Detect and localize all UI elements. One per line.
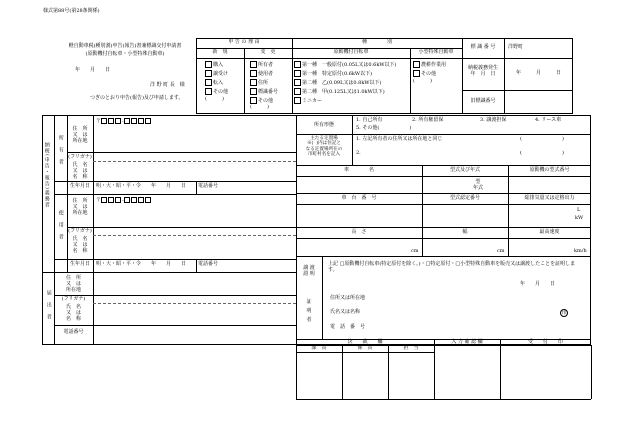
reason-change-option[interactable]: 所有者 bbox=[250, 61, 273, 69]
category-moped-option[interactable]: 第二種 甲(0.125L又は1.0kW以下) bbox=[294, 88, 385, 96]
reason-new-option[interactable]: 転入 bbox=[205, 79, 223, 87]
reason-new-other-paren[interactable]: ( ) bbox=[205, 96, 224, 102]
category-special-other-paren[interactable]: ( ) bbox=[413, 78, 432, 84]
chief-label: 課 長 bbox=[311, 345, 327, 351]
checkbox-icon[interactable] bbox=[413, 61, 420, 68]
ownership-option[interactable]: 3. 譲渡担保 bbox=[480, 117, 507, 123]
owner-address-label: 住 所 又 は 所在地 bbox=[72, 126, 88, 144]
category-moped-option[interactable]: 第一種 特定原付(0.6kW以下) bbox=[294, 70, 372, 78]
category-moped-option[interactable]: 第一種 一般原付(0.05L又は0.6kW以下) bbox=[294, 61, 396, 69]
checkbox-icon[interactable] bbox=[294, 88, 301, 95]
form-title-line1: 軽自動車税(種別割)申告(報告)書兼標識交付申請書 bbox=[68, 43, 182, 49]
cert-number-header: 型式認定番号 bbox=[449, 195, 480, 201]
reporter-label: 届 出 者 bbox=[45, 290, 52, 320]
transfer-side-label: 譲 渡 證 明 bbox=[303, 265, 315, 277]
checkbox-icon[interactable] bbox=[205, 79, 212, 86]
checkbox-icon[interactable] bbox=[413, 70, 420, 77]
ownership-label: 所有形態 bbox=[313, 122, 334, 128]
checkbox-icon[interactable] bbox=[294, 97, 301, 104]
speed-header: 最高速度 bbox=[539, 229, 560, 235]
storage-option-same[interactable]: 1. 左記所有者の住所又は所在地と同じ bbox=[356, 136, 443, 142]
vehicle-name-header: 車 名 bbox=[343, 167, 374, 173]
checkbox-icon[interactable] bbox=[294, 70, 301, 77]
reporter-name-label: 氏 名 又 は 名 称 bbox=[65, 304, 81, 322]
category-special-header: 小型特殊自動車 bbox=[418, 49, 454, 55]
user-name-label: 氏 名 又 は 名 称 bbox=[72, 236, 88, 254]
owner-name-label: 氏 名 又 は 名 称 bbox=[72, 162, 88, 180]
input-check-label: 入 力 確 認 欄 bbox=[451, 339, 483, 345]
transfer-date[interactable]: 年 月 日 bbox=[520, 281, 556, 287]
engine-model-header: 原動機の型式番号 bbox=[529, 167, 570, 173]
category-special-option[interactable]: 農耕作業用 bbox=[413, 61, 446, 69]
checkbox-icon[interactable] bbox=[294, 61, 301, 68]
storage-paren[interactable]: ( ) bbox=[520, 150, 564, 156]
reason-change-header: 変 更 bbox=[260, 49, 276, 55]
length-header: 長 さ bbox=[351, 229, 367, 235]
reason-new-option[interactable]: その他 bbox=[205, 88, 228, 96]
reason-change-other-paren[interactable]: ( ) bbox=[250, 104, 269, 110]
checkbox-icon[interactable] bbox=[250, 97, 257, 104]
ownership-option[interactable]: 4. リース車 bbox=[535, 117, 562, 123]
reason-new-option[interactable]: 譲受け bbox=[205, 70, 228, 78]
owner-birth-value[interactable]: 明・大・昭・平・令 年 月 日 bbox=[96, 183, 187, 189]
reason-change-option[interactable]: 住所 bbox=[250, 79, 268, 87]
model-year-header: 型式及び年式 bbox=[449, 167, 480, 173]
reason-header: 申 告 の 理 由 bbox=[228, 39, 260, 45]
reason-new-option[interactable]: 購入 bbox=[205, 61, 223, 69]
certifier-side-label: 証 明 者 bbox=[306, 299, 312, 323]
checkbox-icon[interactable] bbox=[250, 88, 257, 95]
storage-option-other[interactable]: 2. bbox=[356, 150, 361, 156]
addressee: 洋 野 町 長 様 bbox=[150, 82, 185, 88]
receipt-stamp-label: 受 付 印 bbox=[527, 339, 563, 345]
transfer-tel-label: 電 話 番 号 bbox=[330, 324, 366, 330]
old-plate-label: 旧標識番号 bbox=[470, 98, 496, 104]
checkbox-icon[interactable] bbox=[205, 88, 212, 95]
unit-kmh: km/h bbox=[574, 248, 587, 254]
checkbox-icon[interactable] bbox=[294, 79, 301, 86]
decision-column-label: 決 裁 欄 bbox=[347, 339, 383, 345]
ownership-option[interactable]: 1. 自己所有 bbox=[356, 117, 383, 123]
section-chief-label: 係 長 bbox=[357, 345, 373, 351]
ownership-option[interactable]: 5. その他( ) bbox=[356, 125, 412, 131]
seal-icon: 印 bbox=[561, 310, 567, 316]
user-address-label: 住 所 又 は 所在地 bbox=[72, 198, 88, 216]
declaration-text: つぎのとおり申告(報告)及び申請します。 bbox=[90, 95, 184, 101]
form-number: 様式第88号(第28条関係) bbox=[43, 8, 100, 14]
form-title-line2: (原動機付自転車・小型特殊自動車) bbox=[85, 51, 165, 57]
user-label: 使 用 者 bbox=[57, 210, 64, 240]
ownership-option[interactable]: 2. 所有権留保 bbox=[412, 117, 444, 123]
reason-change-option[interactable]: 標識番号 bbox=[250, 88, 278, 96]
user-birth-value[interactable]: 明・大・昭・平・令 年 月 日 bbox=[96, 261, 187, 267]
owner-postal[interactable]: 〒 - bbox=[96, 118, 152, 125]
user-tel-label: 電話番号 bbox=[198, 261, 219, 267]
reporter-furigana-label: (フリガナ) bbox=[61, 296, 86, 302]
body-number-header: 車 台 番 号 bbox=[341, 195, 377, 201]
user-postal[interactable]: 〒 - bbox=[96, 197, 152, 204]
tax-obligation-date-value[interactable]: 年 月 日 bbox=[515, 70, 561, 76]
displacement-header: 総排気量又は定格出力 bbox=[524, 195, 575, 201]
checkbox-icon[interactable] bbox=[205, 61, 212, 68]
category-moped-option[interactable]: 第二種 乙(0.09L又は0.8kW以下) bbox=[294, 79, 381, 87]
reason-new-header: 新 規 bbox=[212, 49, 228, 55]
category-header: 種 別 bbox=[361, 39, 392, 45]
width-header: 幅 bbox=[462, 229, 468, 235]
tax-obligation-date-label: 納税義務発生 年 月 日 bbox=[467, 65, 498, 77]
plate-town: 洋野町 bbox=[508, 44, 524, 50]
unit-kw: kW bbox=[575, 215, 584, 221]
unit-cm: cm bbox=[411, 248, 419, 254]
unit-liter: L bbox=[577, 207, 581, 213]
category-special-option[interactable]: その他 bbox=[413, 70, 436, 78]
reason-change-option[interactable]: その他 bbox=[250, 97, 273, 105]
checkbox-icon[interactable] bbox=[250, 70, 257, 77]
taxpayer-side-label: 納税(申告・報告)義務者 bbox=[43, 142, 50, 208]
category-moped-option[interactable]: ミニカー bbox=[294, 97, 322, 105]
user-furigana-label: (フリガナ) bbox=[68, 228, 92, 234]
storage-label: 主たる定置場 ※( )内は住記と なる定置場所在の 市町村名を記入 bbox=[305, 136, 343, 157]
staff-label: 担 当 bbox=[403, 345, 419, 351]
transfer-statement: 上記 □原動機付自転車(特定原付を除く。)・□特定原付・□小型特殊自動車を販売又は譲渡したことを証明します。 bbox=[328, 261, 576, 273]
plate-number-label: 標 識 番 号 bbox=[470, 44, 496, 50]
checkbox-icon[interactable] bbox=[250, 79, 257, 86]
checkbox-icon[interactable] bbox=[205, 70, 212, 77]
reporter-tel-label: 電話番号 bbox=[63, 329, 84, 335]
model-year-suffix: 型 年式 bbox=[473, 179, 484, 191]
owner-label: 所 有 者 bbox=[57, 135, 64, 165]
transfer-name-label: 氏名又は名称 bbox=[330, 309, 361, 315]
owner-tel-label: 電話番号 bbox=[198, 183, 219, 189]
user-birth-label: 生年月日 bbox=[69, 261, 90, 267]
form-date[interactable]: 年 月 日 bbox=[75, 67, 111, 73]
reason-change-option[interactable]: 使用者 bbox=[250, 70, 273, 78]
owner-birth-label: 生年月日 bbox=[69, 183, 90, 189]
checkbox-icon[interactable] bbox=[250, 61, 257, 68]
owner-furigana-label: (フリガナ) bbox=[68, 154, 92, 160]
reporter-address-label: 住 所 又 は 所在地 bbox=[65, 275, 81, 293]
unit-cm: cm bbox=[497, 248, 505, 254]
storage-paren[interactable]: ( ) bbox=[520, 136, 564, 142]
category-moped-header: 原動機付自転車 bbox=[333, 49, 369, 55]
transfer-address-label: 住所又は所在地 bbox=[330, 295, 366, 301]
